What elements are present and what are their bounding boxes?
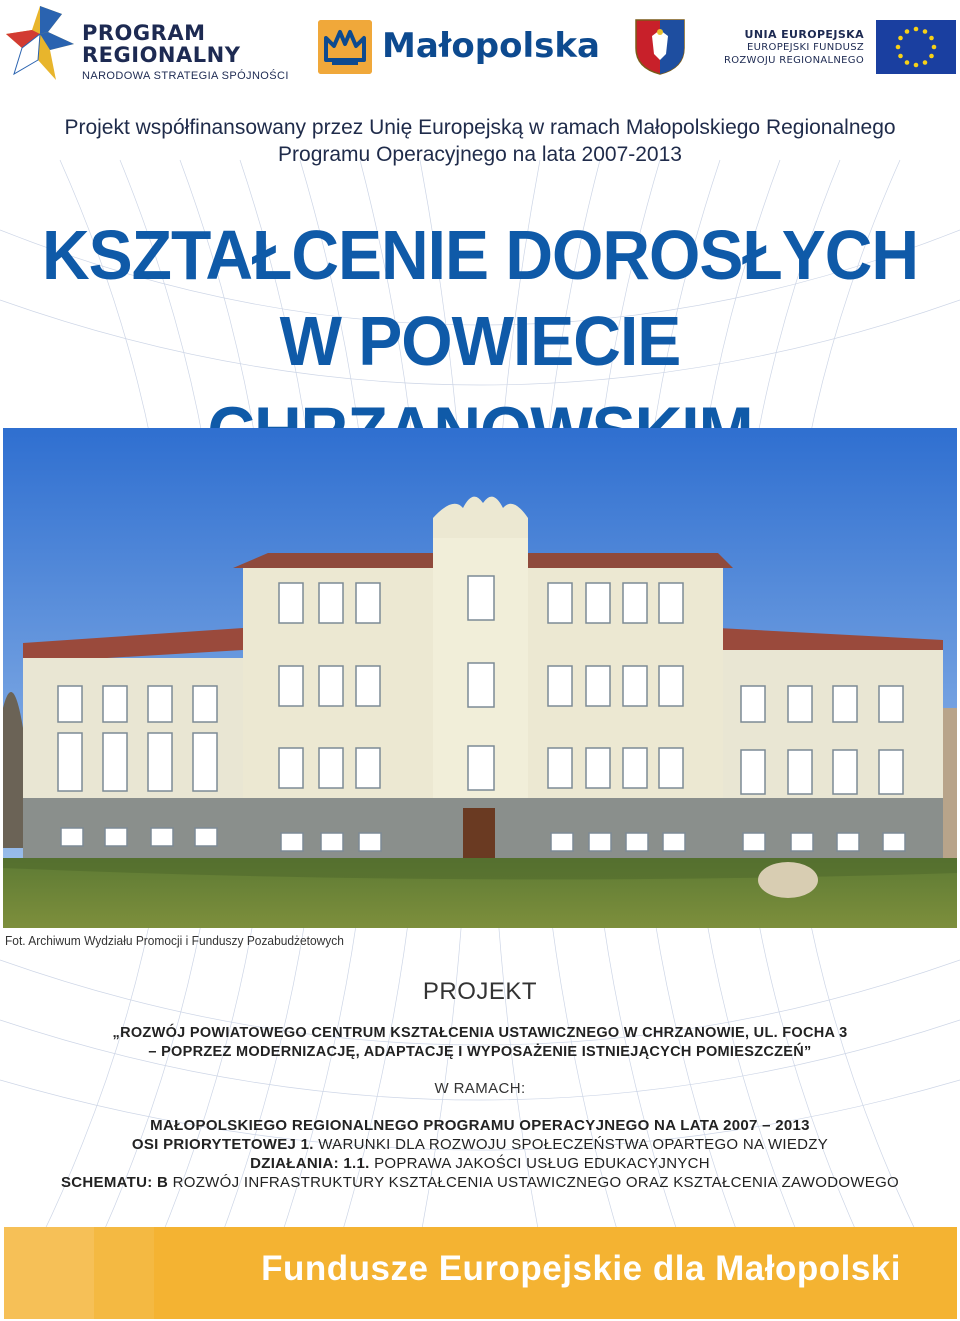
eu-line2: EUROPEJSKI FUNDUSZ: [747, 42, 864, 53]
footer-slogan: Fundusze Europejskie dla Małopolski: [261, 1249, 901, 1288]
poster-title-line2: W POWIECIE: [279, 302, 681, 380]
priority-axis-value: WARUNKI DLA ROZWOJU SPOŁECZEŃSTWA OPARTEGO NA WIEDZY: [318, 1136, 829, 1153]
project-name: [0, 1024, 960, 1062]
measure-value: POPRAWA JAKOŚCI USŁUG EDUKACYJNYCH: [374, 1155, 710, 1172]
cofinancing-line2: Programu Operacyjnego na lata 2007-2013: [278, 143, 682, 166]
program-regionalny-star-icon: [4, 4, 76, 84]
program-line: MAŁOPOLSKIEGO REGIONALNEGO PROGRAMU OPERACYJNEGO NA LATA 2007 – 2013: [150, 1117, 810, 1134]
eu-flag-icon: [876, 20, 956, 74]
program-regionalny-logo-text: [82, 22, 289, 82]
scheme-label: SCHEMATU: B: [60, 1174, 169, 1191]
measure-label: DZIAŁANIA: 1.1.: [250, 1155, 370, 1172]
project-name-line1: „ROZWÓJ POWIATOWEGO CENTRUM KSZTAŁCENIA USTAWICZNEGO W CHRZANOWIE, UL. FOCHA 3: [112, 1025, 848, 1041]
poster-title-line1: KSZTAŁCENIE DOROSŁYCH: [41, 216, 919, 294]
program-regionalny-line3: NARODOWA STRATEGIA SPÓJNOŚCI: [82, 70, 289, 82]
priority-axis-label: OSI PRIORYTETOWEJ 1.: [131, 1136, 314, 1153]
within-label: W RAMACH:: [434, 1080, 526, 1097]
cofinancing-line1: Projekt współfinansowany przez Unię Europejską w ramach Małopolskiego Regionalnego: [64, 116, 896, 139]
priority-axis-line: [0, 1135, 960, 1154]
cofinancing-statement: [0, 114, 960, 168]
program-regionalny-line1: PROGRAM: [82, 21, 206, 45]
scheme-line: [0, 1173, 960, 1192]
eu-line1: UNIA EUROPEJSKA: [744, 28, 864, 41]
project-name-line2: – POPRZEZ MODERNIZACJĘ, ADAPTACJĘ I WYPOSAŻENIE ISTNIEJĄCYCH POMIESZCZEŃ”: [148, 1044, 812, 1060]
eu-fund-text: [724, 28, 864, 67]
photo-credit: Fot. Archiwum Wydziału Promocji i Funduszy Pozabudżetowych: [5, 933, 344, 948]
eu-line3: ROZWOJU REGIONALNEGO: [723, 55, 864, 66]
measure-line: [0, 1154, 960, 1173]
program-regionalny-line2: REGIONALNY: [82, 43, 241, 67]
school-building-photo: [3, 428, 957, 928]
logo-bar: [0, 0, 960, 100]
footer-banner: [4, 1227, 957, 1319]
malopolska-logo-text: Małopolska: [382, 26, 600, 66]
coat-of-arms-icon: [634, 18, 686, 76]
scheme-value: ROZWÓJ INFRASTRUKTURY KSZTAŁCENIA USTAWICZNEGO ORAZ KSZTAŁCENIA ZAWODOWEGO: [172, 1174, 900, 1191]
project-label: PROJEKT: [422, 978, 538, 1005]
malopolska-crown-icon: [318, 20, 372, 74]
program-details: [0, 1116, 960, 1192]
